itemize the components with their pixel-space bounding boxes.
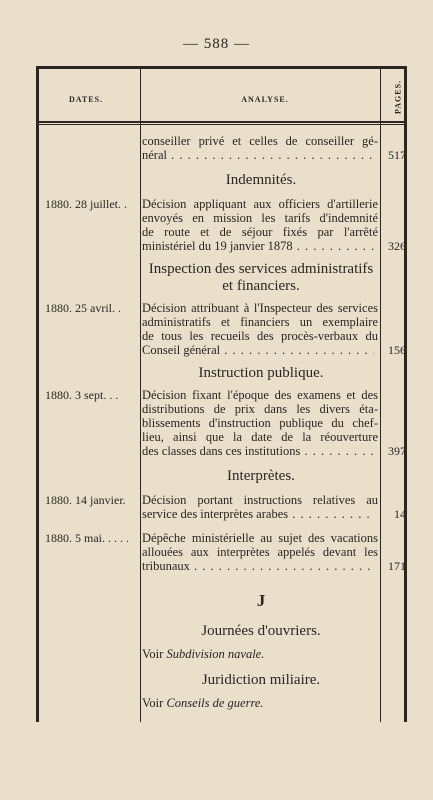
- page-ref: 397: [388, 444, 406, 458]
- letter-heading: J: [256, 591, 266, 610]
- entry-date: 1880. 3 sept. . .: [45, 388, 119, 402]
- entry-date: 1880. 25 avril. .: [45, 301, 121, 315]
- text-line: blissements d'instruction publique du chef-: [142, 416, 378, 430]
- entry-line: 1880. 28 juillet. . Décision appliquant aux officiers d'artillerie: [45, 197, 378, 211]
- see-also-target: Conseils de guerre.: [166, 696, 264, 710]
- header-rule: [36, 124, 407, 125]
- section-heading: Interprètes.: [227, 468, 295, 484]
- text-line: ministériel du 19 janvier 1878 . . . 326: [36, 239, 407, 253]
- text-line: de route et de séjour fixés par l'arrêté: [142, 225, 378, 239]
- see-also-target: Subdivision navale.: [166, 647, 265, 661]
- text-line: néral . . . 517: [36, 148, 407, 162]
- header-analyse: ANALYSE.: [241, 95, 289, 104]
- page-ref: 14: [394, 507, 406, 521]
- text-line: allouées aux interprètes appelés devant les: [142, 545, 378, 559]
- page-ref: 156: [388, 343, 406, 357]
- text-line: des classes dans ces institutions . . . 397: [36, 444, 407, 458]
- text-line: Conseil général . . . 156: [36, 343, 407, 357]
- entry-line: 1880. 14 janvier. Décision portant instructions relatives au: [45, 493, 378, 507]
- text-line: administratifs et financiers un exemplaire: [142, 315, 378, 329]
- header-pages: [391, 75, 405, 119]
- section-heading: Instruction publique.: [198, 365, 324, 381]
- text-line: de tous les recueils des procès-verbaux du: [142, 329, 378, 343]
- see-also-reference: Voir Conseils de guerre.: [142, 696, 264, 710]
- section-heading: Indemnités.: [225, 172, 297, 188]
- page-number: — 588 —: [183, 36, 250, 52]
- index-content: [36, 134, 407, 711]
- section-heading: Inspection des services administratifs: [148, 261, 374, 277]
- text-line: conseiller privé et celles de conseiller gé-: [142, 134, 378, 148]
- header-pages-label: PAGES.: [393, 79, 403, 115]
- entry-line: 1880. 3 sept. . . Décision fixant l'époque des examens et des: [45, 388, 378, 402]
- text-line: tribunaux . . . 171: [36, 559, 407, 573]
- text-line: lieu, ainsi que la date de la réouverture: [142, 430, 378, 444]
- section-heading: et financiers.: [222, 278, 300, 294]
- see-also-reference: Voir Subdivision navale.: [142, 647, 265, 661]
- entry-date: 1880. 5 mai. . . . .: [45, 531, 129, 545]
- entry-date: 1880. 28 juillet. .: [45, 197, 127, 211]
- page-ref: 326: [388, 239, 406, 253]
- text-line: envoyés en mission les tarifs d'indemnité: [142, 211, 378, 225]
- entry-line: 1880. 25 avril. . Décision attribuant à l'Inspecteur des services: [45, 301, 378, 315]
- section-heading: Journées d'ouvriers.: [201, 623, 321, 639]
- page-ref: 171: [388, 559, 406, 573]
- text-line: distributions de prix dans les divers éta-: [142, 402, 378, 416]
- table-header: [36, 69, 407, 123]
- entry-date: 1880. 14 janvier.: [45, 493, 126, 507]
- header-dates: DATES.: [68, 95, 104, 104]
- page-ref: 517: [388, 148, 406, 162]
- entry-line: 1880. 5 mai. . . . . Dépêche ministérielle au sujet des vacations: [45, 531, 378, 545]
- section-heading: Juridiction miliaire.: [201, 672, 321, 688]
- text-line: service des interprètes arabes . . . 14: [36, 507, 407, 521]
